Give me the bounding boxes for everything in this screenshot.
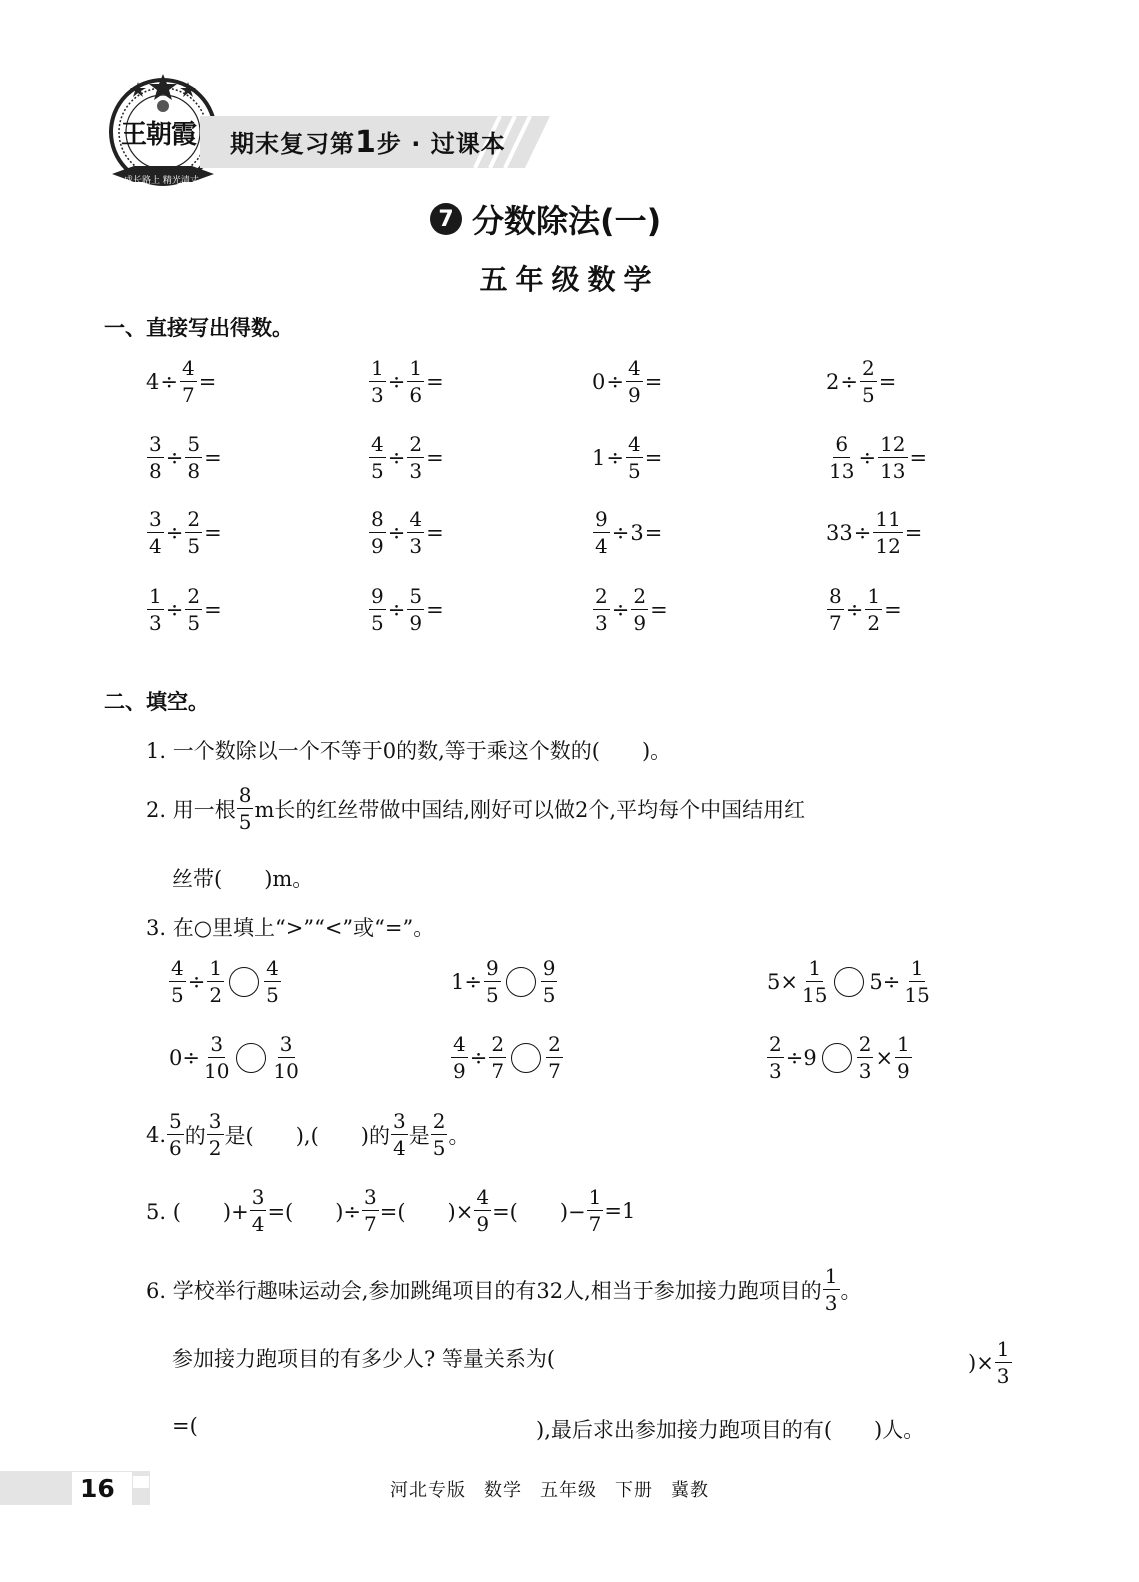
divide-sign: ÷	[840, 369, 858, 394]
numerator: 1	[910, 956, 924, 980]
denominator: 9	[897, 1059, 910, 1083]
numerator: 1	[808, 956, 822, 980]
footer-info	[390, 1476, 727, 1502]
q6-text-b: 参加接力跑项目的有多少人? 等量关系为(	[172, 1347, 556, 1371]
denominator: 5	[371, 611, 384, 635]
denominator: 5	[432, 1136, 446, 1160]
operand-b	[180, 357, 197, 406]
fraction	[207, 1110, 224, 1159]
operand-a: 4	[146, 369, 160, 394]
numerator: 4	[627, 432, 641, 456]
numerator: 1	[867, 584, 881, 608]
fraction	[167, 1110, 184, 1159]
operator-text: 5×	[767, 969, 798, 994]
numerator: 5	[187, 432, 201, 456]
fraction	[895, 1033, 912, 1082]
divide-sign: ÷	[611, 597, 630, 622]
fraction	[541, 957, 558, 1006]
question-5	[146, 1186, 635, 1235]
denominator: 8	[149, 459, 162, 483]
operand-a	[369, 585, 386, 634]
numerator: 1	[371, 356, 384, 380]
divide-sign: ÷	[387, 445, 406, 470]
denominator: 5	[627, 459, 641, 483]
numerator: 1	[409, 356, 423, 380]
operand-a: 2	[826, 369, 840, 394]
divide-sign: ÷	[606, 369, 624, 394]
denominator: 4	[595, 534, 608, 558]
denominator: 9	[409, 611, 423, 635]
q2-fraction: $\frac{8}{5}$	[238, 783, 252, 834]
equals-sign: =	[426, 369, 444, 394]
numerator: 8	[371, 507, 384, 531]
divide-sign: ÷	[160, 369, 178, 394]
numerator: 2	[432, 1109, 446, 1133]
numerator: 4	[453, 1032, 466, 1056]
fraction	[169, 957, 186, 1006]
numerator: 2	[409, 432, 423, 456]
divide-sign: ÷	[845, 597, 864, 622]
divide-sign: ÷	[611, 520, 630, 545]
equals-sign: =	[426, 445, 444, 470]
question-6-line3-b: ),最后求出参加接力跑项目的有( )人。	[536, 1418, 925, 1442]
q2-text-b: m长的红丝带做中国结,刚好可以做2个,平均每个中国结用红	[254, 797, 806, 822]
operand-a	[827, 433, 856, 482]
numerator: 9	[371, 584, 384, 608]
numerator: 3	[392, 1109, 406, 1133]
section1-heading: 一、直接写出得数。	[104, 316, 293, 340]
operand-b	[865, 585, 882, 634]
calc-expression	[826, 357, 897, 406]
question-text: =( )−	[492, 1199, 586, 1224]
footer-item: 五年级	[540, 1480, 597, 1501]
numerator: 9	[542, 956, 556, 980]
numerator: 11	[875, 507, 901, 531]
operand-a	[147, 433, 164, 482]
numerator: 8	[829, 584, 842, 608]
denominator: 3	[371, 383, 384, 407]
denominator: 15	[801, 983, 828, 1007]
operand-b	[407, 433, 424, 482]
fraction	[202, 1033, 231, 1082]
operand-b	[626, 433, 643, 482]
denominator: 13	[829, 459, 855, 483]
numerator: 3	[210, 1032, 224, 1056]
banner-text	[230, 124, 506, 160]
question-2-line1	[146, 784, 805, 833]
lesson-heading	[430, 196, 661, 242]
numerator: 3	[251, 1185, 265, 1209]
operand-a	[369, 508, 386, 557]
equals-sign: =	[909, 445, 928, 470]
compare-item	[168, 957, 282, 1006]
numerator: 3	[149, 432, 162, 456]
denominator: 5	[371, 459, 384, 483]
question-3: 3. 在○里填上“>”“<”或“=”。	[146, 916, 435, 940]
denominator: 7	[829, 611, 842, 635]
question-6-line2-end	[968, 1338, 1013, 1387]
question-text: =( )÷	[267, 1199, 362, 1224]
numerator: 1	[897, 1032, 910, 1056]
numerator: 1	[149, 584, 162, 608]
banner-pre: 期末复习第	[230, 130, 355, 158]
footer-item: 冀教	[671, 1480, 709, 1501]
fraction	[271, 1033, 300, 1082]
lesson-number-badge: 7	[430, 203, 462, 235]
operand-a	[147, 508, 164, 557]
operand-b	[873, 508, 902, 557]
q6-text-a-end: 。	[840, 1278, 862, 1303]
operand-b	[626, 357, 643, 406]
operand-a	[593, 508, 610, 557]
operand-a: 1	[592, 445, 606, 470]
calc-expression	[146, 433, 223, 482]
denominator: 6	[409, 383, 423, 407]
operator-text: ÷	[187, 969, 206, 994]
denominator: 5	[542, 983, 556, 1007]
fraction	[546, 1033, 563, 1082]
numerator: 9	[485, 956, 499, 980]
q2-text-a: 2. 用一根	[146, 797, 236, 822]
divide-sign: ÷	[387, 597, 406, 622]
equals-sign: =	[426, 520, 444, 545]
q6-text-b-end: )×	[968, 1350, 994, 1375]
denominator: 6	[169, 1136, 182, 1160]
page-subtitle: 五年级数学	[479, 263, 660, 296]
equals-sign: =	[426, 597, 444, 622]
numerator: 5	[409, 584, 423, 608]
operand-a	[827, 585, 844, 634]
operator-text: 5÷	[869, 969, 901, 994]
q6-b-fraction: $\frac{1}{3}$	[996, 1337, 1010, 1388]
denominator: 7	[548, 1059, 561, 1083]
question-text: =( )×	[379, 1199, 474, 1224]
operand-b	[407, 508, 424, 557]
equals-sign: =	[904, 520, 923, 545]
operator-text: ÷	[469, 1045, 488, 1070]
footer-item: 下册	[615, 1480, 653, 1501]
numerator: 2	[858, 1032, 872, 1056]
numerator: 3	[364, 1185, 377, 1209]
calc-expression	[592, 585, 669, 634]
equals-sign: =	[644, 445, 663, 470]
denominator: 12	[875, 534, 901, 558]
denominator: 2	[209, 983, 223, 1007]
operand-b	[407, 357, 424, 406]
calc-expression	[592, 433, 663, 482]
denominator: 3	[409, 534, 423, 558]
operand-b	[185, 508, 202, 557]
operator-text: 0÷	[169, 1045, 200, 1070]
divide-sign: ÷	[853, 520, 872, 545]
numerator: 3	[208, 1109, 222, 1133]
numerator: 4	[409, 507, 423, 531]
banner-post: 步 · 过课本	[376, 130, 506, 158]
equals-sign: =	[204, 445, 222, 470]
question-6-line1	[146, 1265, 862, 1314]
calc-expression	[592, 357, 663, 406]
equals-sign: =	[204, 520, 222, 545]
numerator: 4	[476, 1185, 490, 1209]
divide-sign: ÷	[387, 520, 406, 545]
numerator: 2	[548, 1032, 561, 1056]
compare-circle-blank	[511, 1043, 541, 1073]
logo-ribbon: 成长路上 精光清丈	[124, 176, 199, 186]
denominator: 7	[364, 1212, 377, 1236]
calc-expression	[146, 508, 223, 557]
equals-sign: =	[884, 597, 902, 622]
calc-expression	[368, 508, 445, 557]
footer-item: 数学	[484, 1480, 522, 1501]
operand-b	[185, 433, 202, 482]
denominator: 5	[187, 534, 201, 558]
numerator: 2	[769, 1032, 782, 1056]
footer-item: 河北专版	[390, 1480, 466, 1501]
calc-expression	[368, 433, 445, 482]
fraction	[857, 1033, 874, 1082]
operand-a	[369, 357, 386, 406]
operand-b	[878, 433, 907, 482]
operand-a: 0	[592, 369, 606, 394]
fraction	[489, 1033, 506, 1082]
fraction	[902, 957, 931, 1006]
compare-circle-blank	[822, 1043, 852, 1073]
equals-sign: =	[198, 369, 217, 394]
calc-expression	[368, 357, 445, 406]
numerator: 3	[279, 1032, 293, 1056]
question-1: 1. 一个数除以一个不等于0的数,等于乘这个数的( )。	[146, 739, 672, 763]
compare-item	[450, 957, 558, 1006]
denominator: 9	[453, 1059, 466, 1083]
operand-b	[407, 585, 424, 634]
denominator: 9	[371, 534, 384, 558]
numerator: 2	[595, 584, 608, 608]
question-text: 的	[184, 1123, 206, 1148]
denominator: 4	[149, 534, 162, 558]
fraction	[451, 1033, 468, 1082]
denominator: 7	[588, 1212, 602, 1236]
denominator: 4	[251, 1212, 265, 1236]
denominator: 5	[266, 983, 279, 1007]
numerator: 4	[371, 432, 384, 456]
denominator: 7	[181, 383, 195, 407]
numerator: 2	[861, 356, 875, 380]
question-text: 。	[448, 1123, 470, 1148]
fraction	[362, 1186, 379, 1235]
operand-b	[860, 357, 877, 406]
numerator: 1	[588, 1185, 602, 1209]
compare-item	[168, 1033, 302, 1082]
logo-name: 王朝霞	[121, 120, 197, 150]
fraction	[800, 957, 829, 1006]
numerator: 4	[181, 356, 195, 380]
page-bar-notch	[133, 1476, 149, 1488]
denominator: 8	[187, 459, 201, 483]
question-text: 4.	[146, 1122, 167, 1147]
denominator: 4	[392, 1136, 406, 1160]
compare-circle-blank	[834, 967, 864, 997]
operand-b	[631, 585, 648, 634]
denominator: 2	[208, 1136, 222, 1160]
numerator: 4	[171, 956, 184, 980]
divide-sign: ÷	[165, 597, 184, 622]
compare-item	[766, 957, 933, 1006]
question-text: 是( ),( )的	[224, 1123, 390, 1148]
calc-expression	[146, 585, 223, 634]
question-4	[146, 1110, 469, 1159]
page-number: 16	[72, 1472, 132, 1506]
operator-text: ×	[875, 1045, 894, 1070]
fraction	[474, 1186, 491, 1235]
operator-text: 1÷	[451, 969, 482, 994]
equals-sign: =	[650, 597, 668, 622]
calc-expression	[826, 433, 928, 482]
calc-expression	[592, 508, 663, 557]
denominator: 3	[149, 611, 162, 635]
compare-circle-blank	[506, 967, 536, 997]
compare-item	[766, 1033, 913, 1082]
calc-expression	[826, 585, 903, 634]
numerator: 2	[491, 1032, 505, 1056]
fraction	[207, 957, 224, 1006]
equals-sign: =	[204, 597, 222, 622]
fraction	[264, 957, 281, 1006]
operand-a: 33	[826, 520, 853, 545]
denominator: 10	[273, 1059, 299, 1083]
calc-expression	[146, 357, 217, 406]
fraction	[250, 1186, 267, 1235]
divide-sign: ÷	[165, 520, 184, 545]
numerator: 9	[595, 507, 608, 531]
operand-a	[147, 585, 164, 634]
numerator: 12	[880, 432, 906, 456]
numerator: 6	[835, 432, 849, 456]
denominator: 5	[171, 983, 184, 1007]
equals-sign: =	[644, 369, 663, 394]
denominator: 2	[867, 611, 881, 635]
compare-item	[450, 1033, 564, 1082]
numerator: 5	[169, 1109, 182, 1133]
question-6-line2	[172, 1343, 555, 1373]
numerator: 2	[187, 584, 201, 608]
lesson-title: 分数除法(一)	[472, 202, 662, 240]
numerator: 4	[627, 356, 641, 380]
denominator: 15	[904, 983, 930, 1007]
compare-circle-blank	[236, 1043, 266, 1073]
q6-fraction: $\frac{1}{3}$	[824, 1264, 838, 1315]
denominator: 9	[627, 383, 641, 407]
divide-sign: ÷	[387, 369, 406, 394]
calc-expression	[368, 585, 445, 634]
fraction	[484, 957, 501, 1006]
denominator: 3	[409, 459, 423, 483]
denominator: 13	[880, 459, 906, 483]
denominator: 5	[861, 383, 875, 407]
question-text: 是	[408, 1123, 430, 1148]
numerator: 2	[633, 584, 647, 608]
denominator: 5	[485, 983, 499, 1007]
denominator: 3	[858, 1059, 872, 1083]
numerator: 2	[187, 507, 201, 531]
operator-text: ÷9	[785, 1045, 817, 1070]
section2-heading: 二、填空。	[104, 690, 209, 714]
denominator: 3	[769, 1059, 782, 1083]
denominator: 5	[187, 611, 201, 635]
operand-a	[593, 585, 610, 634]
divide-sign: ÷	[606, 445, 624, 470]
q6-text-a: 6. 学校举行趣味运动会,参加跳绳项目的有32人,相当于参加接力跑项目的	[146, 1278, 822, 1303]
calc-expression	[826, 508, 923, 557]
divide-sign: ÷	[858, 445, 877, 470]
fraction	[391, 1110, 408, 1159]
denominator: 9	[476, 1212, 490, 1236]
fraction	[431, 1110, 448, 1159]
denominator: 7	[491, 1059, 505, 1083]
numerator: 4	[266, 956, 279, 980]
denominator: 3	[595, 611, 608, 635]
fraction	[587, 1186, 604, 1235]
question-text: =1	[604, 1198, 636, 1223]
question-2-line2: 丝带( )m。	[172, 867, 314, 891]
divide-sign: ÷	[165, 445, 184, 470]
question-6-line3-a: =(	[172, 1414, 198, 1438]
compare-circle-blank	[229, 967, 259, 997]
operand-b	[185, 585, 202, 634]
denominator: 10	[203, 1059, 230, 1083]
equals-sign: =	[644, 520, 663, 545]
equals-sign: =	[878, 369, 897, 394]
numerator: 1	[209, 956, 223, 980]
denominator: 9	[633, 611, 647, 635]
banner-step-number: 1	[355, 125, 377, 160]
numerator: 3	[149, 507, 162, 531]
operand-a	[369, 433, 386, 482]
operand-b: 3	[630, 520, 644, 545]
fraction	[767, 1033, 784, 1082]
question-text: 5. ( )+	[146, 1199, 249, 1224]
